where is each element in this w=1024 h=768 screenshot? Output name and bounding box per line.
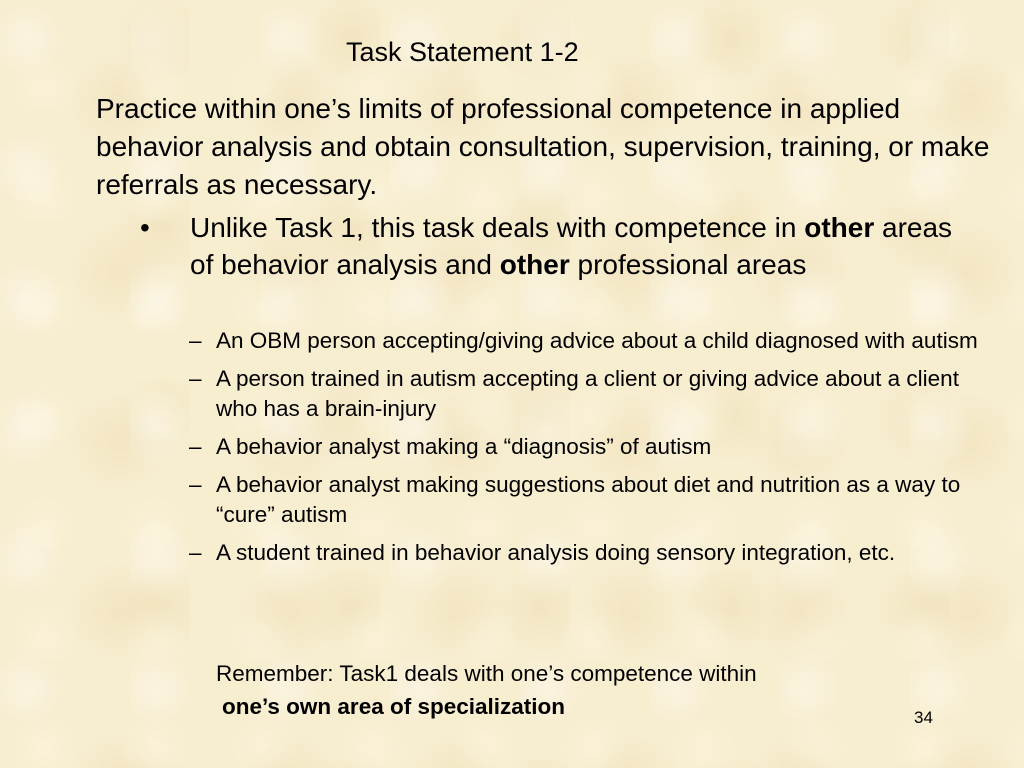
dash-marker: – [189,540,202,565]
main-bullet [140,209,960,283]
list-item-text: A person trained in autism accepting a client or giving advice about a client who has a brain-injury [216,366,959,421]
slide-number: 34 [914,708,933,727]
main-bullet-text [190,209,960,283]
bullet-marker: • [140,212,150,243]
dash-marker: – [189,434,202,459]
list-item [189,326,989,356]
bullet-bold-other-2: other [499,249,570,280]
bullet-bold-other-1: other [804,212,875,243]
dash-marker: – [189,366,202,391]
list-item [189,364,989,424]
dash-marker: – [189,328,202,353]
slide-title: Task Statement 1-2 [346,37,579,67]
remember-text: Remember: Task1 deals with one’s competence within [216,661,757,686]
remember-bold-text: one’s own area of specialization [222,694,566,719]
task-statement: Practice within one’s limits of professional competence in applied behavior analysis and obtain consultation, supervision, training, or make referrals as necessary. [96,93,990,200]
list-item-text: A behavior analyst making a “diagnosis” of autism [216,434,712,459]
bullet-text-part-1: Unlike Task 1, this task deals with competence in [190,212,805,243]
bullet-text-part-3: professional areas [569,249,807,280]
list-item-text: A student trained in behavior analysis doing sensory integration, etc. [216,540,896,565]
list-item [189,538,989,568]
list-item [189,432,989,462]
list-item-text: An OBM person accepting/giving advice about a child diagnosed with autism [216,328,978,353]
list-item-text: A behavior analyst making suggestions about diet and nutrition as a way to “cure” autism [216,472,961,527]
bullet-text-part-2: areas of behavior analysis and [190,212,953,280]
dash-marker: – [189,472,202,497]
example-list [189,326,989,576]
list-item [189,470,989,530]
remember-note [216,657,936,723]
